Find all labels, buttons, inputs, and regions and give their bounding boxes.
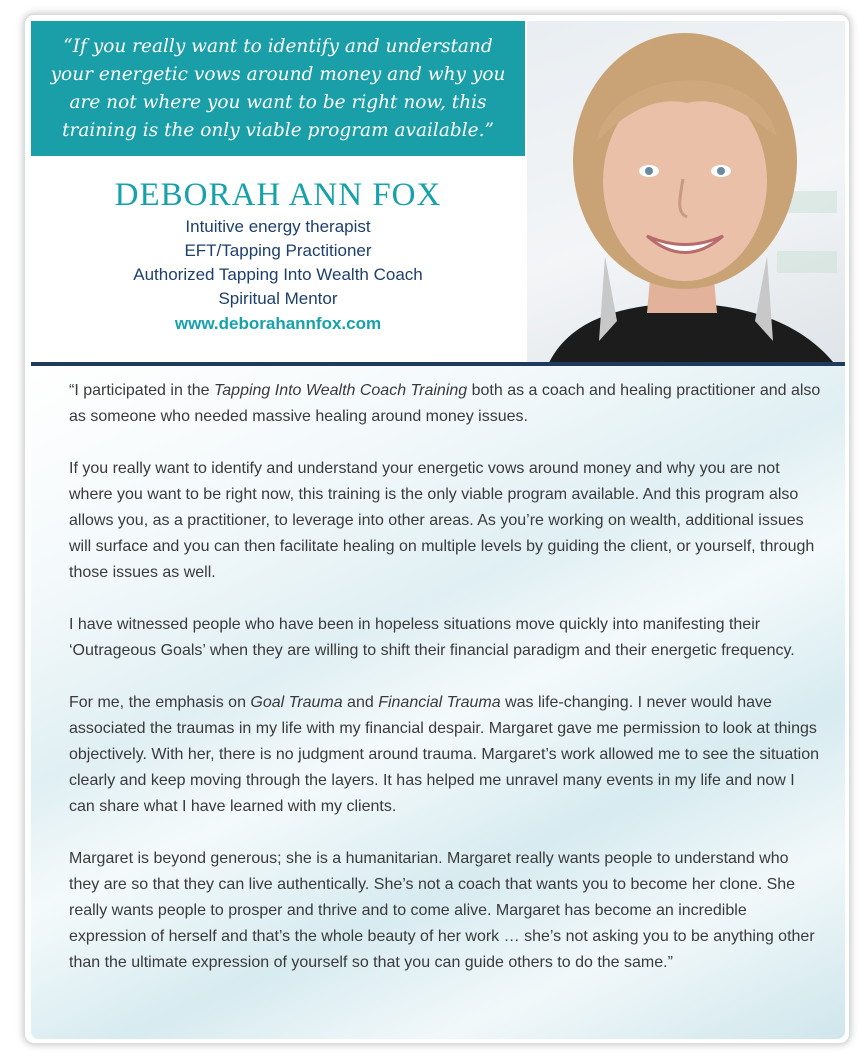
person-info <box>31 175 525 336</box>
person-role: Intuitive energy therapist <box>185 217 371 236</box>
person-name: DEBORAH ANN FOX <box>114 177 442 213</box>
person-role: Spiritual Mentor <box>218 289 338 308</box>
testimonial-text <box>69 378 821 1002</box>
pull-quote-text: “If you really want to identify and understand your energetic vows around money and why you are not where you want to be right now, this training is the only viable program available.” <box>50 35 506 141</box>
testimonial-body <box>31 366 845 1039</box>
person-website-link[interactable]: www.deborahannfox.com <box>174 314 382 333</box>
person-role: Authorized Tapping Into Wealth Coach <box>133 265 423 284</box>
testimonial-paragraph: If you really want to identify and understand your energetic vows around money and why you are not where you want to be right now, this training is the only viable program available. And this program also allows you, as a practitioner, to leverage into other areas. As you’re working on wealth, additional issues will surface and you can then facilitate healing on multiple levels by guiding the client, or yourself, through those issues as well. <box>69 460 815 581</box>
testimonial-paragraph: I have witnessed people who have been in hopeless situations move quickly into manifesting their ‘Outrageous Goals’ when they are willing to shift their financial paradigm and their energetic frequency. <box>69 616 795 659</box>
portrait-photo <box>527 21 845 367</box>
testimonial-paragraph: For me, the emphasis on Goal Trauma and Financial Trauma was life-changing. I never would have associated the traumas in my life with my financial despair. Margaret gave me permission to look at things objectively. With her, there is no judgment around trauma. Margaret’s work allowed me to see the situation clearly and keep moving through the layers. It has helped me unravel many events in my life and now I can share what I have learned with my clients. <box>69 694 820 815</box>
testimonial-paragraph: “I participated in the Tapping Into Wealth Coach Training both as a coach and healing practitioner and also as someone who needed massive healing around money issues. <box>69 382 821 425</box>
testimonial-card <box>24 14 850 1044</box>
pull-quote-box <box>31 21 525 156</box>
portrait-illustration <box>527 21 845 367</box>
person-role: EFT/Tapping Practitioner <box>184 241 372 260</box>
testimonial-paragraph: Margaret is beyond generous; she is a humanitarian. Margaret really wants people to understand who they are so that they can live authentically. She’s not a coach that wants you to become her clone. She really wants people to prosper and thrive and to come alive. Margaret has become an incredible expression of herself and that’s the whole beauty of her work … she’s not asking you to be anything other than the ultimate expression of yourself so that you can guide others to do the same.” <box>69 850 815 971</box>
